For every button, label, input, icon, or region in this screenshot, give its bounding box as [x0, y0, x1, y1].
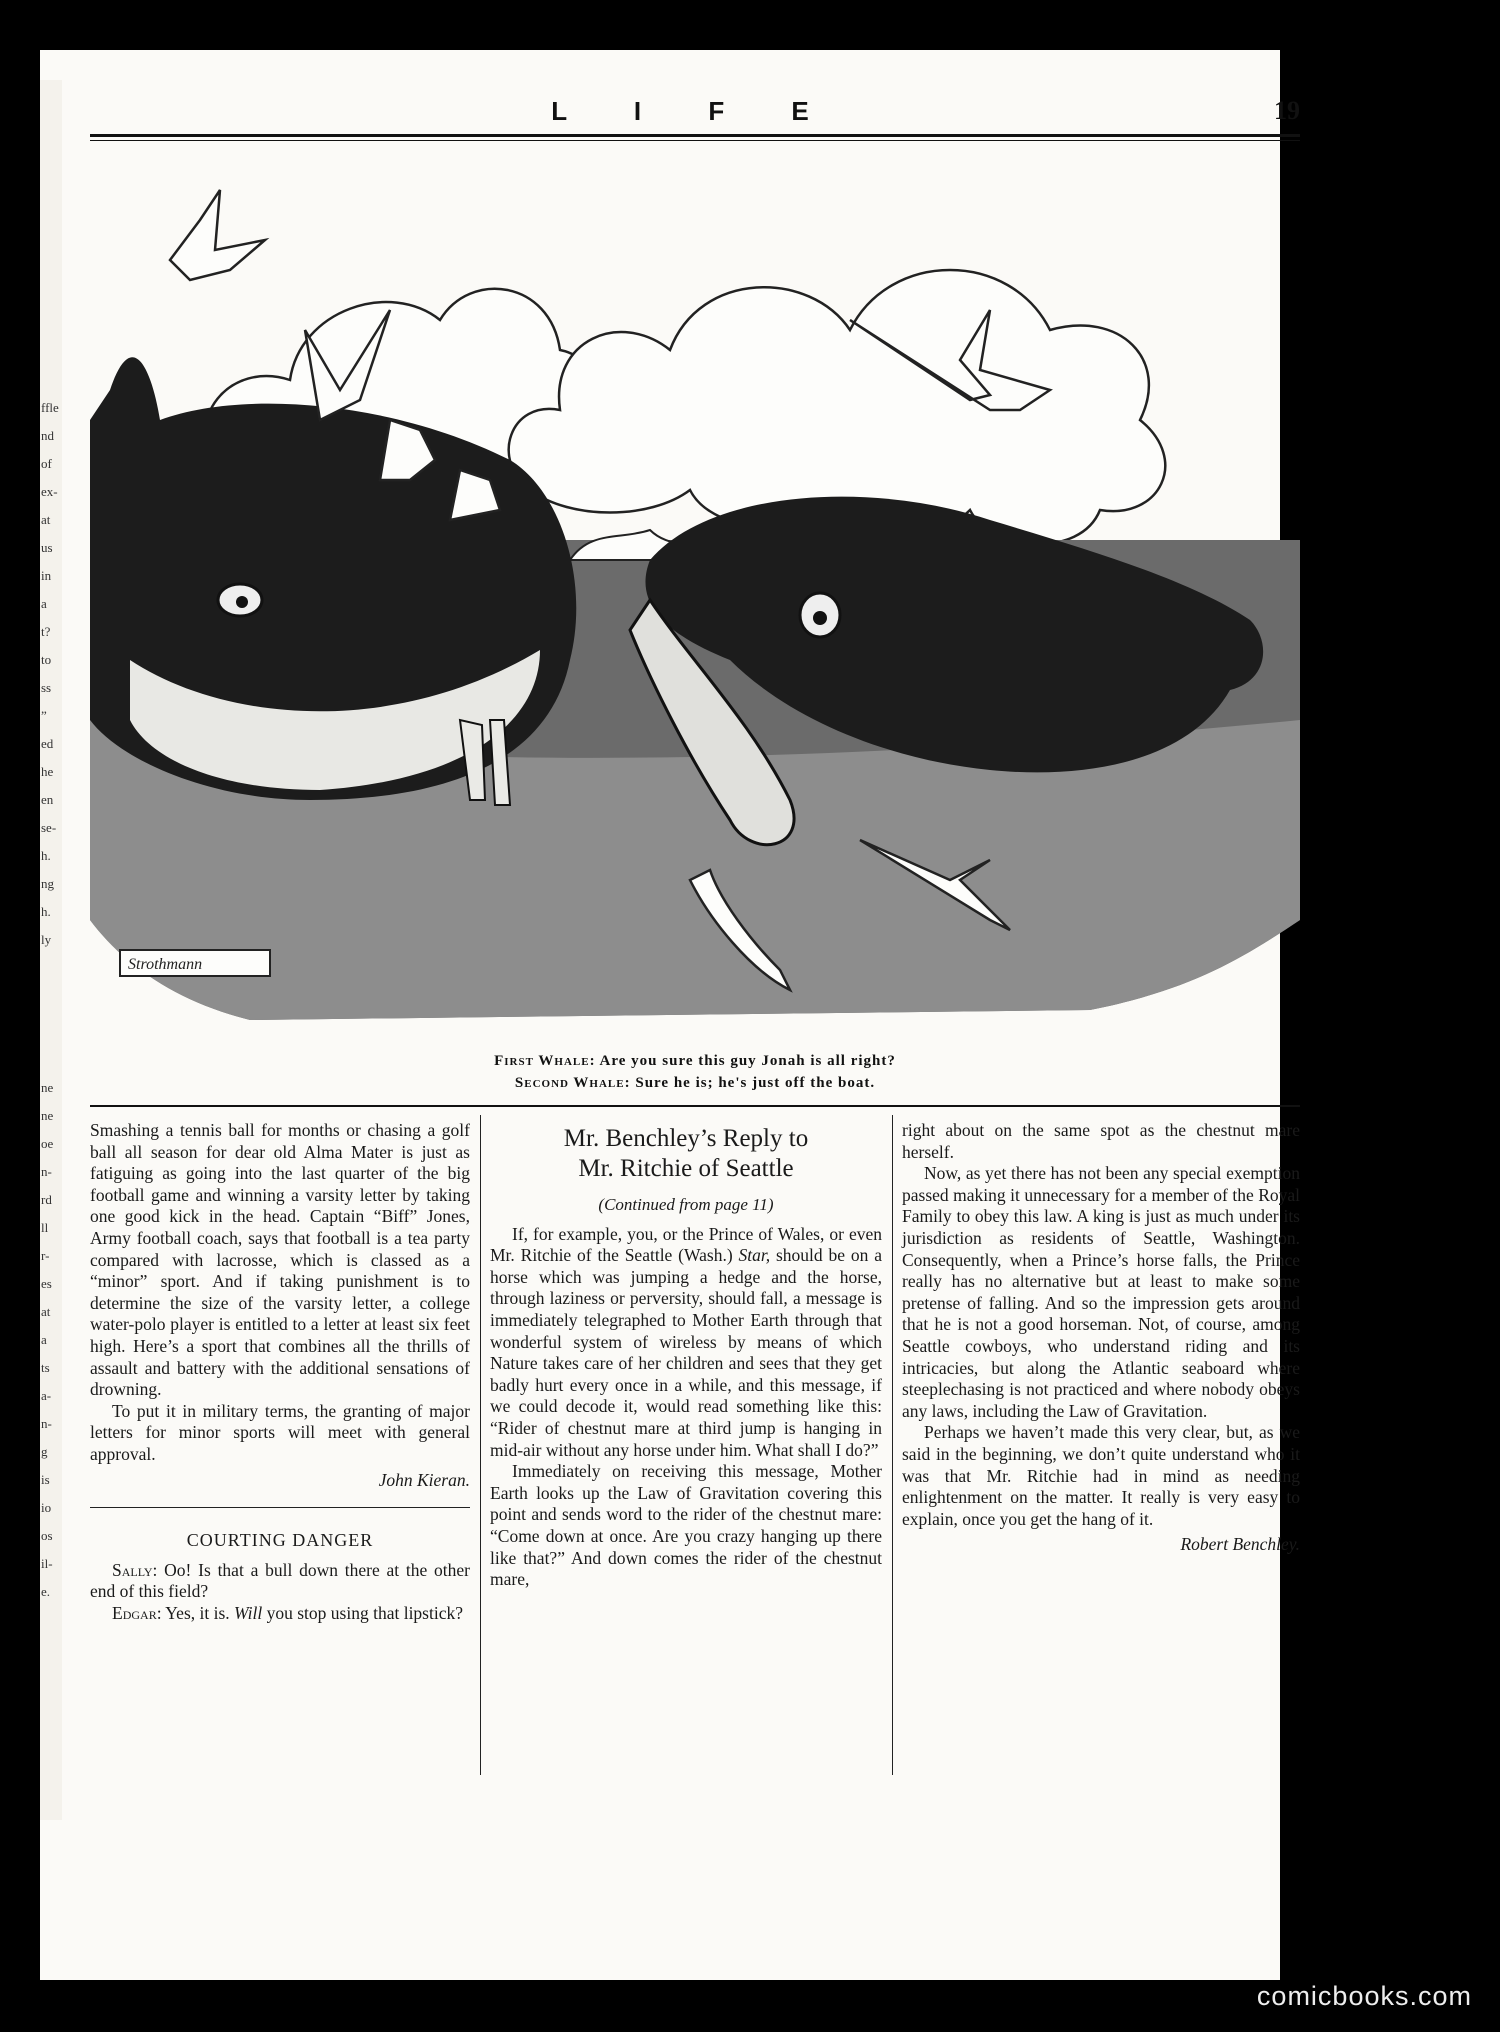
margin-fragment: to	[41, 652, 52, 667]
whale-cartoon	[90, 160, 1300, 1040]
margin-fragment: rd	[41, 1192, 52, 1207]
cartoon-illustration	[90, 160, 1300, 1040]
margin-fragment: en	[41, 792, 54, 807]
margin-fragment: a	[41, 1332, 47, 1347]
benchley-paragraph-4: Now, as yet there has not been any special exemption passed making it unnecessary for a member of the Royal Family to obey this law. A king is just as much under its jurisdiction as residents of Seattle, Washington. Consequently, when a Prince’s horse falls, the Prince really has no alternative but at least to make some pretense of falling. And so the impression gets around that he is not a good horseman. Not, of course, among Seattle cowboys, who understand riding and its intricacies, but along the Atlantic seaboard where steeplechasing is not practiced and where nobody obeys any laws, including the Law of Gravitation.	[902, 1163, 1300, 1421]
margin-fragment: ne	[41, 1108, 54, 1123]
masthead-rule	[90, 134, 1300, 137]
section-rule	[90, 1105, 1300, 1107]
margin-fragment: il-	[41, 1556, 53, 1571]
magazine-title: L I F E	[551, 96, 839, 126]
margin-fragment: in	[41, 568, 52, 583]
caption-speaker-2: Second Whale:	[514, 1075, 631, 1091]
cartoon-caption	[90, 1050, 1300, 1094]
margin-fragment: se-	[41, 820, 57, 835]
margin-fragment: h.	[41, 904, 51, 919]
margin-fragment: a	[41, 596, 47, 611]
margin-fragment: n-	[41, 1416, 52, 1431]
continued-note: (Continued from page 11)	[598, 1195, 774, 1214]
column-separator	[90, 1507, 470, 1508]
watermark: comicbooks.com	[1256, 1981, 1472, 2011]
margin-fragment: g	[41, 1444, 48, 1459]
article-title-line-2: Mr. Ritchie of Seattle	[578, 1155, 794, 1182]
sally-line	[90, 1560, 470, 1603]
margin-fragment: at	[41, 512, 51, 527]
page-number: 19	[1274, 96, 1300, 125]
margin-fragment: he	[41, 764, 54, 779]
margin-fragment: of	[41, 456, 52, 471]
caption-speaker-1: First Whale:	[494, 1053, 596, 1069]
sally-speaker: Sally:	[112, 1559, 158, 1580]
column-right	[902, 1120, 1300, 1556]
margin-fragment: is	[41, 1472, 50, 1487]
article-title	[490, 1124, 882, 1184]
kieran-signature: John Kieran.	[378, 1469, 470, 1490]
kieran-paragraph-1: Smashing a tennis ball for months or chasing a golf ball all season for dear old Alma Mater is just as fatiguing as going into the last quarter of the big football game and winning a varsity letter by taking one good kick in the head. Captain “Biff” Jones, Army football coach, says that football is a tea party compared with lacrosse, which is classed as a “minor” sport. And if taking punishment is to determine the size of the varsity letter, a college water-polo player is entitled to a letter at least six feet high. Here’s a sport that combines all the thrills of assault and battery with the additional sensations of drowning.	[90, 1120, 470, 1400]
margin-fragment: r-	[41, 1248, 50, 1263]
margin-fragment: ed	[41, 736, 54, 751]
margin-fragment: oe	[41, 1136, 54, 1151]
margin-fragment: ng	[41, 876, 54, 891]
masthead	[90, 90, 1300, 140]
adjacent-page-strip	[40, 80, 62, 1820]
article-title-line-1: Mr. Benchley’s Reply to	[563, 1125, 809, 1152]
benchley-signature: Robert Benchley.	[1180, 1534, 1300, 1555]
edgar-text-em: Will	[234, 1602, 263, 1623]
margin-fragment: os	[41, 1528, 53, 1543]
margin-fragment: ll	[41, 1220, 49, 1235]
margin-fragment: h.	[41, 848, 51, 863]
margin-fragment: ”	[41, 708, 47, 723]
sally-text: Oo! Is that a bull down there at the other end of this field?	[90, 1559, 471, 1602]
margin-fragment: io	[41, 1500, 52, 1515]
margin-fragment: ss	[41, 680, 52, 695]
benchley-paragraph-5: Perhaps we haven’t made this very clear, but, as we said in the beginning, we don’t quite understand who it was that Mr. Ritchie had in mind as needing enlightenment on the matter. It really is very easy to explain, once you get the hang of it.	[902, 1422, 1300, 1529]
edgar-text-post: you stop using that lipstick?	[266, 1602, 464, 1623]
column-middle	[490, 1120, 882, 1591]
margin-fragment: nd	[41, 428, 54, 443]
margin-fragment: es	[41, 1276, 52, 1291]
masthead-rule-thin	[90, 140, 1300, 141]
margin-fragment: ly	[41, 932, 52, 947]
kieran-paragraph-2: To put it in military terms, the granting of major letters for minor sports will meet with general approval.	[90, 1400, 470, 1464]
caption-line-2: Sure he is; he's just off the boat.	[635, 1075, 876, 1091]
margin-fragment: ne	[41, 1080, 54, 1095]
column-divider-1	[480, 1115, 481, 1775]
margin-fragment: ts	[41, 1360, 50, 1375]
margin-fragment: ffle	[41, 400, 59, 415]
benchley-paragraph-3: right about on the same spot as the chestnut mare herself.	[902, 1120, 1300, 1162]
margin-fragment: us	[41, 540, 53, 555]
benchley-p1-b: should be on a horse which was jumping a hedge and the horse, through laziness or perversity, should fall, a message is immediately telegraphed to Mother Earth through that wonderful system of wireless by means of which Nature takes care of her children and sees that they get badly hurt every once in a while, and this message, if we could decode it, would read something like this: “Rider of chestnut mare at third jump is hanging in mid-air without any horse under him. What shall I do?”	[490, 1245, 882, 1460]
margin-fragment: e.	[41, 1584, 51, 1599]
benchley-paragraph-2: Immediately on receiving this message, Mother Earth looks up the Law of Gravitation covering this point and sends word to the rider of the chestnut mare: “Come down at once. Are you crazy hanging up there like that?” And down comes the rider of the chestnut mare,	[490, 1461, 882, 1590]
benchley-p1-a: If, for example, you, or the Prince of Wales, or even Mr. Ritchie of the Seattle (Wash.)	[490, 1223, 882, 1266]
edgar-line	[90, 1603, 470, 1625]
magazine-page	[40, 50, 1300, 1980]
margin-fragment: t?	[41, 624, 51, 639]
caption-line-1: Are you sure this guy Jonah is all right?	[599, 1053, 896, 1069]
margin-fragment: ex-	[41, 484, 58, 499]
margin-fragment: n-	[41, 1164, 52, 1179]
courting-danger-title: COURTING DANGER	[186, 1530, 374, 1551]
column-divider-2	[892, 1115, 893, 1775]
benchley-paragraph-1	[490, 1224, 882, 1462]
edgar-speaker: Edgar:	[112, 1602, 162, 1623]
column-left	[90, 1120, 470, 1624]
margin-fragment: at	[41, 1304, 51, 1319]
edgar-text-pre: Yes, it is.	[165, 1602, 230, 1623]
margin-fragment: a-	[41, 1388, 52, 1403]
artist-signature: Strothmann	[128, 956, 203, 973]
benchley-p1-em: Star,	[738, 1245, 771, 1266]
